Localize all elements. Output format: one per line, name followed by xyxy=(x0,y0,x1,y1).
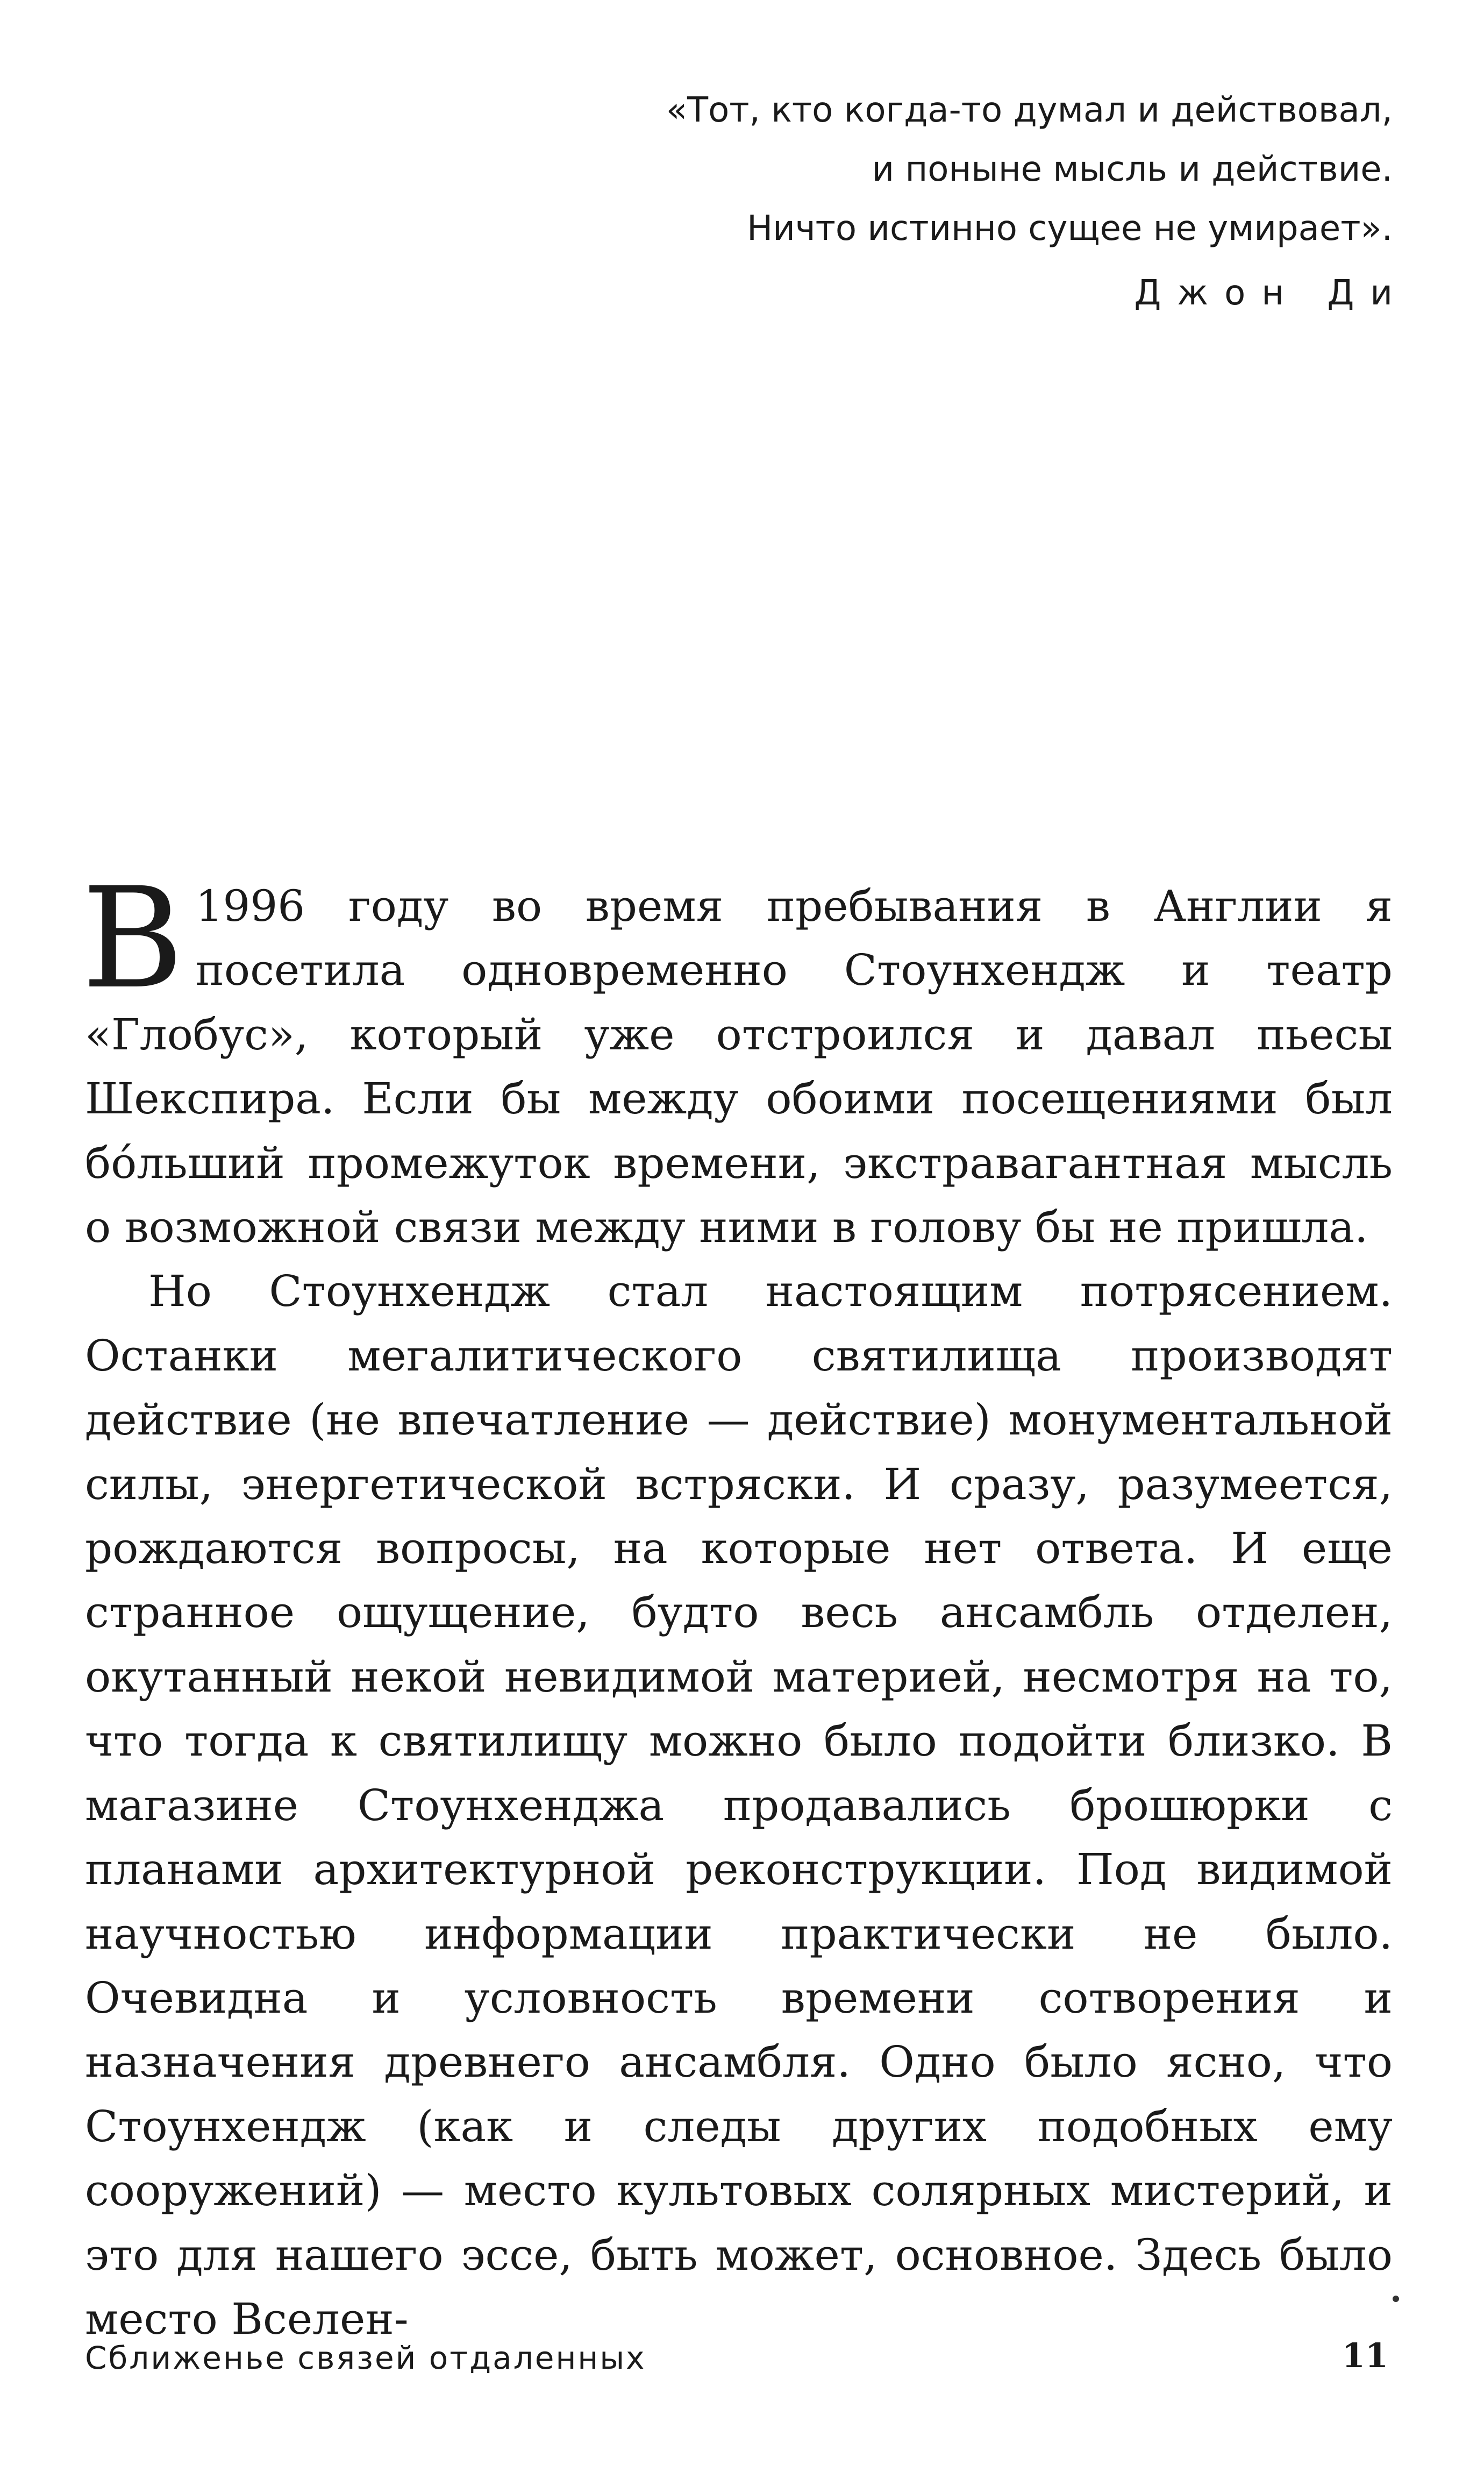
second-paragraph: Но Стоунхендж стал настоящим потрясением. Останки мегалитического святилища производят действие (не впечатление — действие) монументальной силы, энергетической встряски. И сразу, разумеется, рождаются вопросы, на которые нет ответа. И еще странное ощущение, будто весь ансамбль отделен, окутанный некой невидимой материей, несмотря на то, что тогда к святилищу можно было подойти близко. В магазине Стоунхенджа продавались брошюрки с планами архитектурной реконструкции. Под видимой научностью информации практически не было. Очевидна и условность времени сотворения и назначения древнего ансамбля. Одно было ясно, что Стоунхендж (как и следы других подобных ему сооружений) — место культовых солярных мистерий, и это для нашего эссе, быть может, основное. Здесь было место Вселен- xyxy=(85,1266,1393,2344)
chapter-body xyxy=(82,858,1393,2351)
epigraph-line: «Тот, кто когда-то думал и действовал, xyxy=(666,90,1393,130)
epigraph-line: и поныне мысль и действие. xyxy=(872,150,1393,189)
epigraph-line: Ничто истинно сущее не умирает». xyxy=(747,209,1393,248)
page-number: 11 xyxy=(1342,2336,1388,2375)
epigraph-author: Джон Ди xyxy=(1134,273,1409,313)
print-speck xyxy=(1393,2296,1399,2302)
first-paragraph-text: 1996 году во время пребывания в Англии я посетила одновременно Стоунхендж и театр «Глобус», который уже отстроился и давал пьесы Шекспира. Если бы между обоими посещениями был бóльший промежуток времени, экстравагантная мысль о возможной связи между ними в голову бы не пришла. xyxy=(85,881,1393,1253)
drop-cap: В xyxy=(82,858,184,1019)
first-paragraph xyxy=(82,858,1393,1259)
running-footer-title: Сближенье связей отдаленных xyxy=(85,2340,646,2376)
epigraph xyxy=(210,81,1409,323)
